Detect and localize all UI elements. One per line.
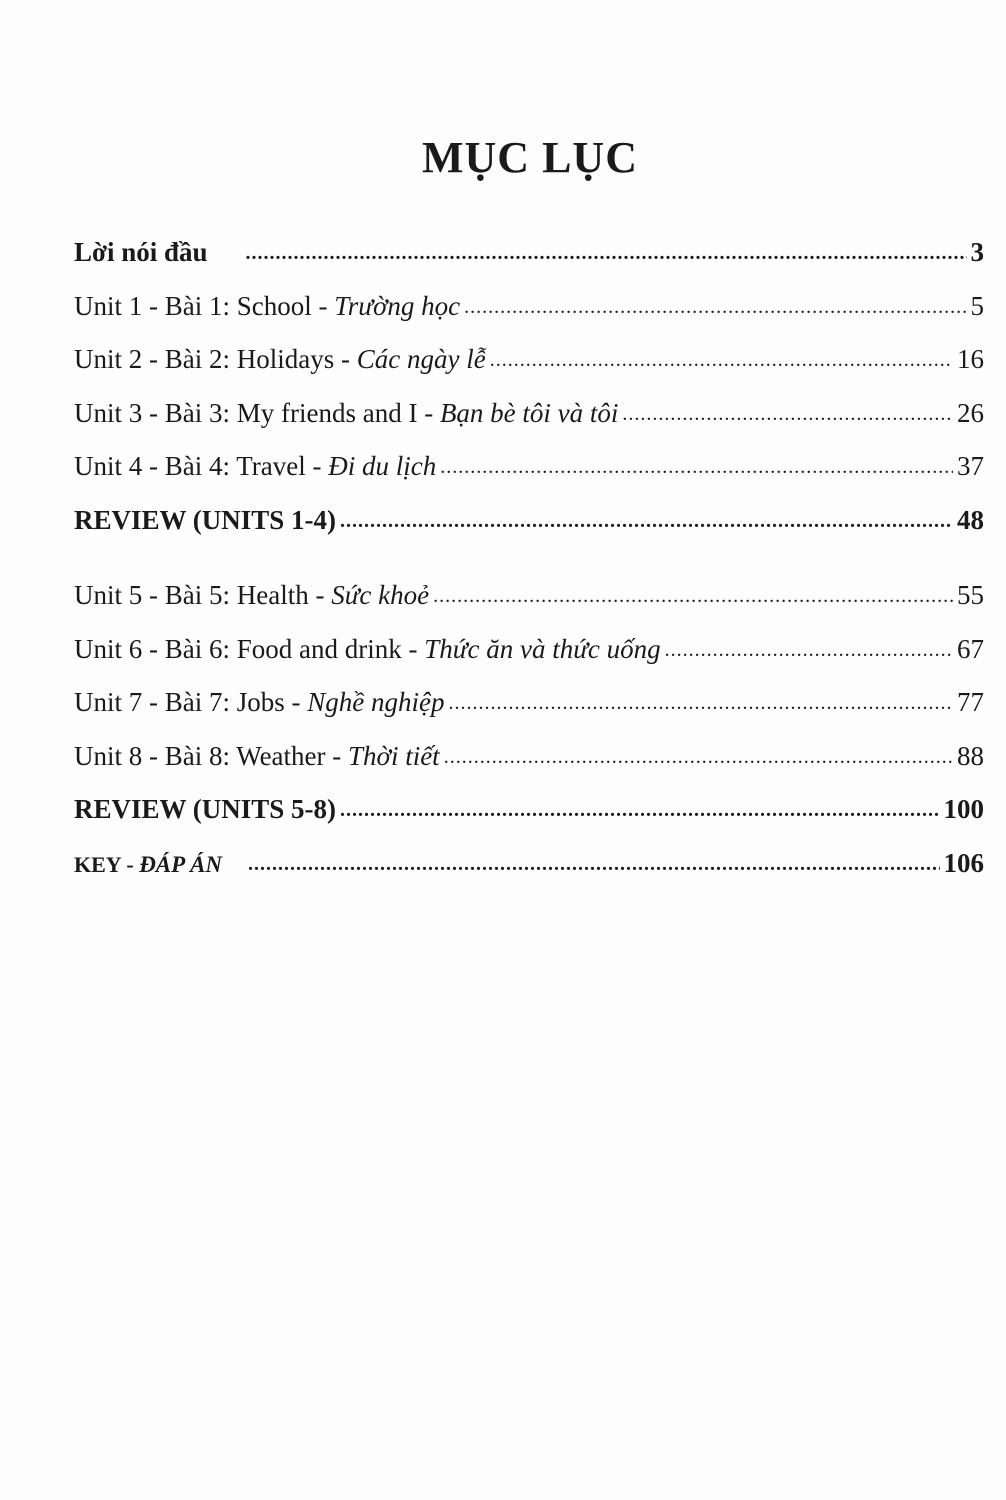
toc-entry-vietnamese: Thời tiết [348,740,440,771]
toc-leader-dots [248,837,939,892]
toc-entry-vietnamese: Sức khoẻ [331,580,430,610]
toc-leader-dots [490,331,953,388]
toc-page-number: 26 [957,397,984,428]
toc-entry-unit-1[interactable] [74,280,984,334]
toc-leader-dots [665,621,953,678]
toc-entry-label: Unit 4 - Bài 4: Travel - Đi du lịch [74,451,437,481]
toc-entry-label: Unit 7 - Bài 7: Jobs - Nghề nghiệp [74,687,445,717]
toc-entry-unit-6[interactable] [74,623,984,677]
toc-page-number: 77 [957,687,984,717]
toc-page-number: 3 [970,237,984,267]
toc-entry-preface[interactable] [74,226,984,280]
toc-entry-label: Lời nói đầu [74,237,208,267]
toc-leader-dots [440,438,953,495]
toc-leader-dots [444,728,953,785]
toc-leader-dots [433,567,953,624]
toc-page-number: 100 [943,794,984,824]
table-of-contents [74,226,984,890]
toc-entry-unit-7[interactable] [74,676,984,730]
toc-entry-review-2[interactable] [74,783,984,837]
toc-entry-vietnamese: Bạn bè tôi và tôi [439,397,619,428]
toc-entry-review-1[interactable] [74,494,984,548]
toc-entry-label: Unit 3 - Bài 3: My friends and I - Bạn bè tôi và tôi [74,397,619,428]
toc-page-number: 37 [957,451,984,481]
toc-entry-label: Unit 2 - Bài 2: Holidays - Các ngày lễ [74,344,486,374]
toc-entry-label: KEY - ĐÁP ÁN [74,851,223,877]
toc-entry-label: Unit 1 - Bài 1: School - Trường học [74,290,461,321]
toc-entry-vietnamese: Đi du lịch [328,451,437,481]
toc-leader-dots [340,492,953,549]
toc-leader-dots [340,781,939,838]
toc-page-number: 106 [943,847,984,878]
toc-entry-vietnamese: Thức ăn và thức uống [424,633,661,664]
toc-page-number: 5 [970,290,984,321]
toc-entry-unit-8[interactable] [74,730,984,784]
toc-entry-vietnamese: Trường học [334,290,461,321]
toc-entry-unit-4[interactable] [74,440,984,494]
toc-entry-label: Unit 5 - Bài 5: Health - Sức khoẻ [74,580,430,610]
toc-entry-label: Unit 8 - Bài 8: Weather - Thời tiết [74,740,440,771]
toc-page-number: 88 [957,740,984,771]
toc-entry-label: REVIEW (UNITS 5-8) [74,794,337,824]
toc-entry-vietnamese: ĐÁP ÁN [139,851,223,877]
toc-page-number: 48 [957,504,984,535]
toc-page-number: 16 [957,344,984,374]
toc-entry-label: REVIEW (UNITS 1-4) [74,504,337,535]
toc-page-number: 67 [957,633,984,664]
toc-entry-label: Unit 6 - Bài 6: Food and drink - Thức ăn và thức uống [74,633,661,664]
toc-entry-vietnamese: Nghề nghiệp [307,687,445,717]
toc-leader-dots [464,278,966,335]
toc-page-number: 55 [957,580,984,610]
page-title: MỤC LỤC [422,133,638,182]
toc-leader-dots [246,224,967,281]
toc-leader-dots [448,674,953,731]
toc-entry-key[interactable] [74,837,984,891]
toc-entry-unit-2[interactable] [74,333,984,387]
toc-entry-unit-3[interactable] [74,387,984,441]
toc-entry-unit-5[interactable] [74,569,984,623]
toc-entry-vietnamese: Các ngày lễ [356,344,486,374]
toc-leader-dots [622,385,953,442]
